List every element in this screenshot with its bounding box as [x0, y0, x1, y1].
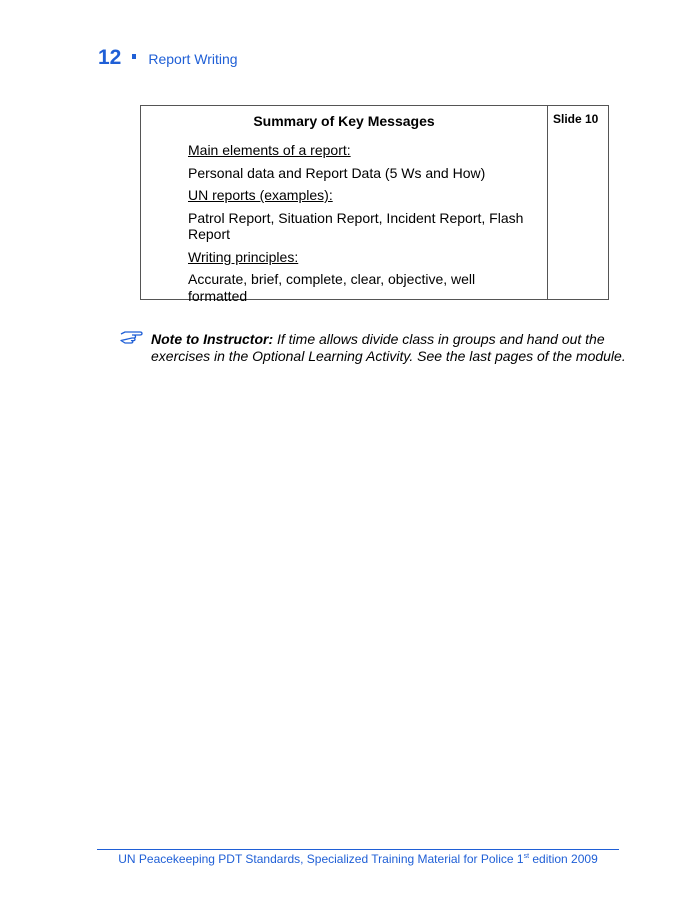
note-label: Note to Instructor: [151, 331, 274, 347]
page-header [98, 46, 238, 70]
footer-text-end: edition 2009 [529, 852, 598, 866]
note-text [151, 331, 631, 364]
page-footer [97, 852, 619, 866]
slide-label: Slide 10 [553, 112, 599, 126]
bullet-icon [132, 54, 136, 59]
footer-rule [97, 849, 619, 850]
message-item: Personal data and Report Data (5 Ws and How) [188, 164, 486, 181]
message-heading: UN reports (examples): [188, 187, 333, 203]
message-heading: Main elements of a report: [188, 142, 351, 158]
pointing-hand-icon [120, 328, 144, 344]
message-list [188, 142, 538, 310]
message-heading: Writing principles: [188, 248, 299, 265]
note-body: If time allows divide class in groups and hand out the exercises in the Optional Learning Activity. See the last pages of the module. [151, 331, 626, 364]
footer-text: UN Peacekeeping PDT Standards, Specialized Training Material for Police 1 [118, 852, 524, 866]
box-title: Summary of Key Messages [253, 113, 435, 129]
column-divider [547, 106, 548, 299]
footer-superscript: st [523, 853, 530, 860]
page-number: 12 [98, 46, 122, 69]
message-item: Patrol Report, Situation Report, Incident Report, Flash Report [188, 209, 524, 242]
message-item: Accurate, brief, complete, clear, objective, well formatted [188, 271, 476, 304]
key-messages-box [140, 105, 609, 304]
section-title: Report Writing [148, 51, 238, 67]
